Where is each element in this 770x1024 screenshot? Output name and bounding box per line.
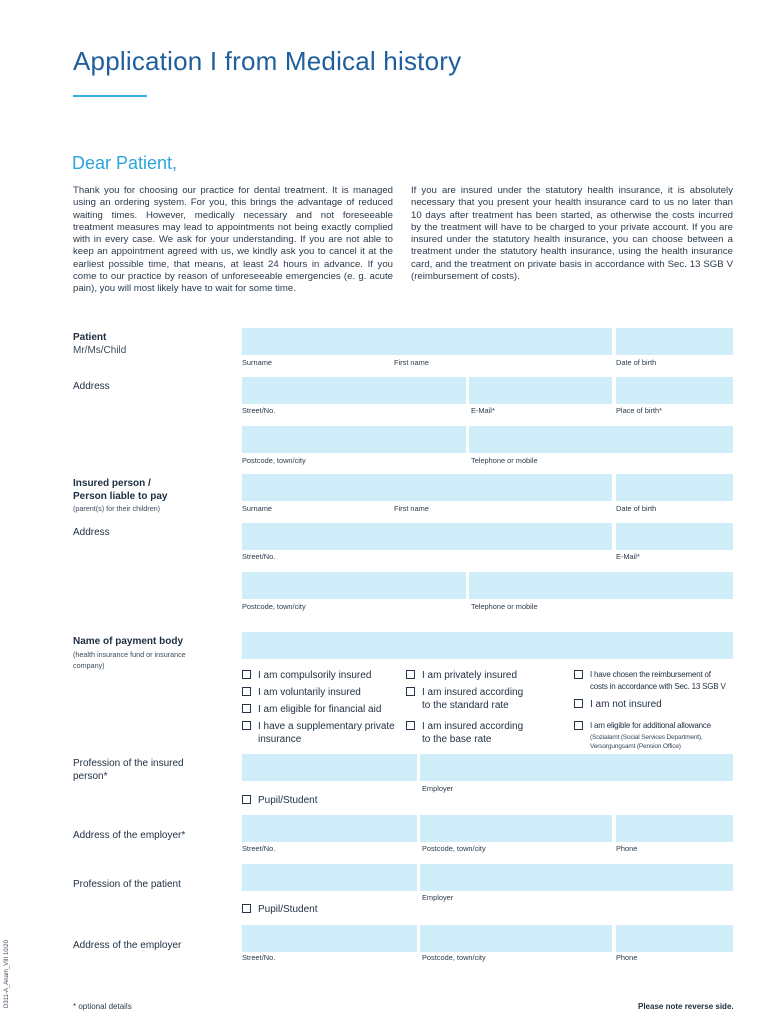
checkbox-base-label-line1: I am insured according	[422, 721, 524, 732]
checkbox-box[interactable]	[242, 704, 251, 713]
checkbox-base-label-line2: to the base rate	[422, 734, 492, 745]
intro-paragraph-left: Thank you for choosing our practice for dental treatment. It is managed using an ordering system. For you, this brings the advantage of reduced waiting times. However, medically necessary and not foreseeable treatment measures may lead to appointments not being exactly complied with in every case. We ask for your understanding. If you are not able to keep an appointment agreed with us, we kindly ask you to cancel it at the earliest possible time, that means, at least 24 hours in advance. If you come to our practice by reason of unforeseeable emergencies (e. g. acute pain), you will most likely have to wait for some time.	[73, 185, 393, 295]
employer-1-street-field[interactable]	[242, 815, 417, 842]
checkbox-box[interactable]	[242, 904, 251, 913]
employer-2-phone-caption: Phone	[616, 953, 638, 962]
profession-insured-label-line1: Profession of the insured	[73, 758, 184, 769]
insured-phone-field[interactable]	[469, 572, 733, 599]
checkbox-pupil-insured-label: Pupil/Student	[258, 795, 318, 806]
employer-patient-field[interactable]	[420, 864, 733, 891]
insured-dob-caption: Date of birth	[616, 504, 657, 513]
profession-insured-label	[73, 757, 184, 783]
checkbox-box[interactable]	[406, 721, 415, 730]
patient-label: Patient	[73, 332, 107, 343]
patient-postcode-field[interactable]	[242, 426, 466, 453]
employer-insured-caption: Employer	[422, 784, 454, 793]
insured-street-field[interactable]	[242, 523, 612, 550]
checkbox-not-insured-label: I am not insured	[590, 699, 662, 710]
insured-surname-caption: Surname	[242, 504, 272, 513]
intro-paragraph-right: If you are insured under the statutory health insurance, it is absolutely necessary that you present your health insurance card to us no later than 10 days after treatment has been started, as otherwise the costs incurred by the treatment will have to be charged to your private account. If you are insured under the statutory health insurance, you can choose between a treatment under the statutory health insurance, using the health insurance card, and the treatment on private basis in accordance with Sec. 13 SGB V (reimbursement of costs).	[411, 185, 733, 283]
insured-name-field[interactable]	[242, 474, 612, 501]
checkbox-allowance-label-line2: (Sozialamt (Social Services Department),	[590, 734, 703, 741]
checkbox-box[interactable]	[574, 721, 583, 730]
employer-2-postcode-field[interactable]	[420, 925, 612, 952]
checkbox-financial-aid-label: I am eligible for financial aid	[258, 704, 382, 715]
employer-patient-caption: Employer	[422, 893, 454, 902]
employer-1-postcode-caption: Postcode, town/city	[422, 844, 486, 853]
checkbox-standard-label-line1: I am insured according	[422, 687, 524, 698]
payment-label	[73, 635, 183, 648]
checkbox-pupil-patient-label: Pupil/Student	[258, 904, 318, 915]
checkbox-reimbursement-label-line2: costs in accordance with Sec. 13 SGB V	[590, 682, 726, 691]
checkbox-box[interactable]	[406, 687, 415, 696]
insured-email-caption: E-Mail*	[616, 552, 640, 561]
insured-label-line1: Insured person /	[73, 478, 151, 489]
checkbox-box[interactable]	[574, 699, 583, 708]
patient-street-field[interactable]	[242, 377, 466, 404]
employer-1-phone-field[interactable]	[616, 815, 733, 842]
patient-postcode-caption: Postcode, town/city	[242, 456, 306, 465]
employer-1-postcode-field[interactable]	[420, 815, 612, 842]
checkbox-box[interactable]	[406, 670, 415, 679]
payment-note	[73, 649, 186, 671]
greeting-heading: Dear Patient,	[72, 153, 178, 173]
patient-dob-caption: Date of birth	[616, 358, 657, 367]
patient-email-caption: E-Mail*	[471, 406, 495, 415]
patient-email-field[interactable]	[469, 377, 612, 404]
patient-section-label	[73, 331, 126, 357]
checkbox-box[interactable]	[574, 670, 583, 679]
patient-name-field[interactable]	[242, 328, 612, 355]
insured-email-field[interactable]	[616, 523, 733, 550]
patient-phone-field[interactable]	[469, 426, 733, 453]
checkbox-compulsorily-label: I am compulsorily insured	[258, 670, 372, 681]
patient-sublabel: Mr/Ms/Child	[73, 345, 127, 356]
patient-firstname-caption: First name	[394, 358, 429, 367]
checkbox-supplementary-label-line1: I have a supplementary private	[258, 721, 395, 732]
payment-label-text: Name of payment body	[73, 636, 184, 647]
insured-postcode-field[interactable]	[242, 572, 466, 599]
checkbox-box[interactable]	[242, 795, 251, 804]
checkbox-voluntarily-label: I am voluntarily insured	[258, 687, 361, 698]
profession-insured-label-line2: person*	[73, 771, 108, 782]
checkbox-privately-label: I am privately insured	[422, 670, 518, 681]
employer-2-street-caption: Street/No.	[242, 953, 276, 962]
profession-patient-field[interactable]	[242, 864, 417, 891]
patient-surname-caption: Surname	[242, 358, 272, 367]
patient-address-label: Address	[73, 381, 110, 392]
employer-2-phone-field[interactable]	[616, 925, 733, 952]
employer-1-phone-caption: Phone	[616, 844, 638, 853]
checkbox-allowance-label-line3: Versorgungsamt (Pension Office)	[590, 743, 681, 750]
insured-phone-caption: Telephone or mobile	[471, 602, 538, 611]
employer-address-1-label: Address of the employer*	[73, 830, 186, 841]
insured-label-line2: Person liable to pay	[73, 491, 168, 502]
profession-patient-label: Profession of the patient	[73, 879, 181, 890]
insured-postcode-caption: Postcode, town/city	[242, 602, 306, 611]
insured-street-caption: Street/No.	[242, 552, 276, 561]
checkbox-allowance-label-line1: I am eligible for additional allowance	[590, 721, 711, 730]
patient-phone-caption: Telephone or mobile	[471, 456, 538, 465]
insured-section-label	[73, 477, 167, 503]
payment-note-line2: company)	[73, 661, 105, 670]
patient-dob-field[interactable]	[616, 328, 733, 355]
insured-address-label: Address	[73, 527, 110, 538]
optional-details-note: * optional details	[73, 1002, 132, 1011]
employer-1-street-caption: Street/No.	[242, 844, 276, 853]
employer-insured-field[interactable]	[420, 754, 733, 781]
checkbox-box[interactable]	[242, 687, 251, 696]
patient-place-of-birth-caption: Place of birth*	[616, 406, 663, 415]
profession-insured-field[interactable]	[242, 754, 417, 781]
insured-firstname-caption: First name	[394, 504, 429, 513]
insured-dob-field[interactable]	[616, 474, 733, 501]
page-title: Application I from Medical history	[73, 46, 462, 76]
checkbox-box[interactable]	[242, 721, 251, 730]
payment-note-line1: (health insurance fund or insurance	[73, 650, 186, 659]
title-underline	[73, 95, 147, 97]
patient-place-of-birth-field[interactable]	[616, 377, 733, 404]
checkbox-box[interactable]	[242, 670, 251, 679]
reverse-side-note: Please note reverse side.	[638, 1002, 734, 1011]
employer-2-street-field[interactable]	[242, 925, 417, 952]
payment-body-field[interactable]	[242, 632, 733, 659]
document-code: D311-A_Anam_VIII 10/20	[4, 940, 10, 1008]
checkbox-supplementary-label-line2: insurance	[258, 734, 302, 745]
checkbox-reimbursement-label-line1: I have chosen the reimbursement of	[590, 670, 711, 679]
employer-2-postcode-caption: Postcode, town/city	[422, 953, 486, 962]
patient-street-caption: Street/No.	[242, 406, 276, 415]
insured-note: (parent(s) for their children)	[73, 504, 161, 513]
checkbox-standard-label-line2: to the standard rate	[422, 700, 509, 711]
employer-address-2-label: Address of the employer	[73, 940, 182, 951]
